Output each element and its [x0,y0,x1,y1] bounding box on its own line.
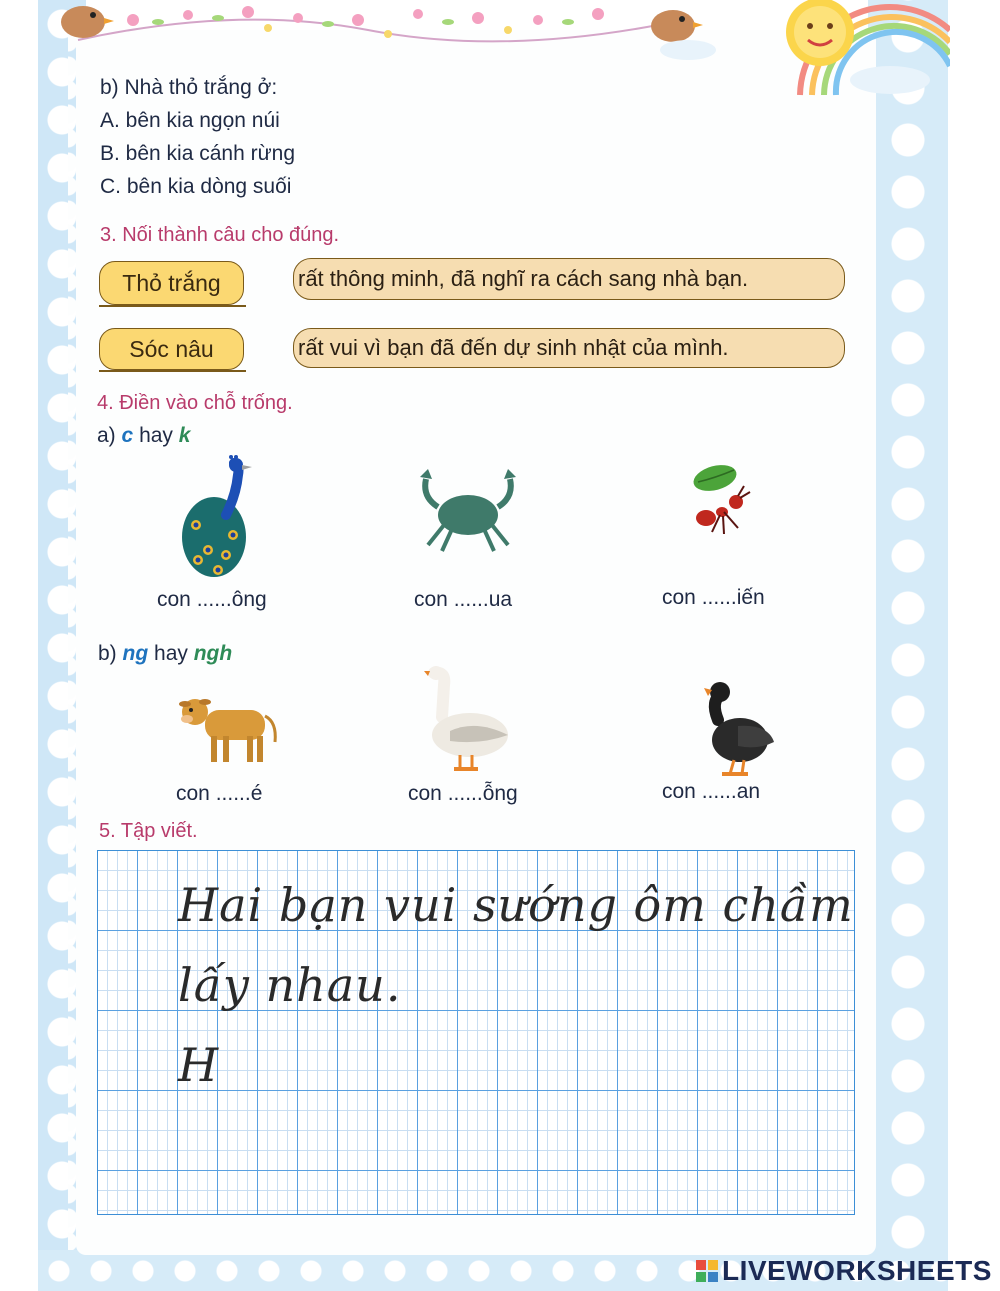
handwriting-line-2: lấy nhau. [178,958,402,1012]
question-5-heading: 5. Tập viết. [99,820,198,842]
caption-ant: con ......iến [662,586,765,609]
letter-c: c [121,424,134,447]
logo-squares-icon [696,1260,718,1282]
caption-peacock: con ......ông [157,588,267,611]
question-4-heading: 4. Điền vào chỗ trống. [97,392,293,414]
sun-rainbow-decoration [760,0,950,100]
part-b-label [98,642,232,666]
caption-crab: con ......ua [414,588,513,611]
calf-image [175,692,283,767]
handwriting-line-1: Hai bạn vui sướng ôm chầm [178,878,854,932]
page-border-right [868,0,948,1291]
match-underline [99,370,246,372]
match-right-label: rất vui vì bạn đã đến dự sinh nhật của mình. [298,335,729,360]
part-prefix: b) [98,642,117,665]
goose-image [420,665,512,775]
part-prefix: a) [97,424,116,447]
match-left-label: Sóc nâu [129,335,214,362]
crab-image [414,467,522,555]
liveworksheets-logo [696,1255,992,1287]
match-right-vui[interactable] [293,328,845,368]
logo-text: LIVEWORKSHEETS [722,1255,992,1286]
word-hay: hay [139,424,173,447]
match-right-thong-minh[interactable] [293,258,845,300]
caption-goose: con ......ỗng [408,782,518,805]
match-underline [99,305,246,307]
word-hay: hay [154,642,188,665]
match-left-soc-nau[interactable] [99,328,244,370]
black-swan-image [698,680,778,780]
letter-k: k [178,424,191,447]
ant-image [690,460,760,540]
part-a-label [97,424,190,448]
option-b: B. bên kia cánh rừng [100,142,296,165]
page-scallop [68,30,84,1250]
option-a: A. bên kia ngọn núi [100,109,280,132]
option-c: C. bên kia dòng suối [100,175,292,198]
match-left-label: Thỏ trắng [122,269,221,296]
match-right-label: rất thông minh, đã nghĩ ra cách sang nhà bạn. [298,266,749,291]
letter-ngh: ngh [193,642,233,665]
question-2b-prompt: b) Nhà thỏ trắng ở: [100,76,278,99]
handwriting-line-3: H [178,1038,220,1092]
letter-ng: ng [122,642,149,665]
match-left-tho-trang[interactable] [99,261,244,305]
caption-calf: con ......é [176,782,263,805]
question-3-heading: 3. Nối thành câu cho đúng. [100,224,340,246]
peacock-image [178,455,258,580]
caption-black-swan: con ......an [662,780,761,803]
